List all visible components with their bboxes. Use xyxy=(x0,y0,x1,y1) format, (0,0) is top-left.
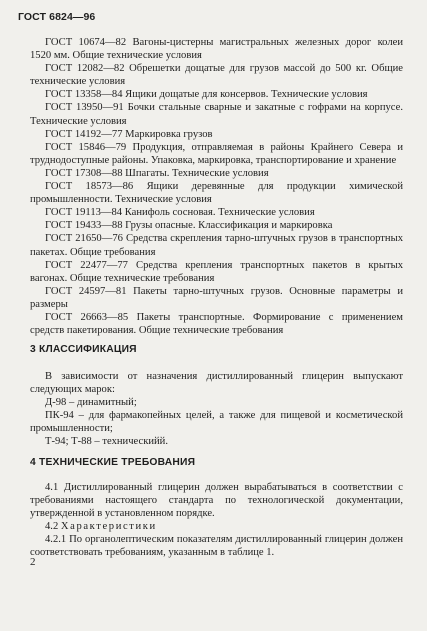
clause-4-2-1: 4.2.1 По органолептическим показателям дистиллированный глицерин должен соответствовать требованиям, указанным в таблице 1. xyxy=(30,534,403,559)
reference-item: ГОСТ 13950—91 Бочки стальные сварные и закатные с гофрами на корпусе. Технические условия xyxy=(30,102,403,127)
page-number: 2 xyxy=(30,556,36,568)
reference-item: ГОСТ 22477—77 Средства крепления транспортных пакетов в крытых вагонах. Общие технические требования xyxy=(30,259,403,284)
section-4-body xyxy=(30,481,403,560)
reference-item: ГОСТ 19433—88 Грузы опасные. Классификация и маркировка xyxy=(45,220,333,232)
grade-item: ПК-94 – для фармакопейных целей, а также для пищевой и косметической промышленности; xyxy=(30,410,403,435)
normative-references xyxy=(30,36,403,337)
clause-4-1: 4.1 Дистиллированный глицерин должен вырабатываться в соответствии с требованиями настоящего стандарта по технологической документации, утвержденной в установленном порядке. xyxy=(30,482,403,520)
grade-item: Т-94; Т-88 – техническийй. xyxy=(45,436,168,448)
section-3-intro: В зависимости от назначения дистиллированный глицерин выпускают следующих марок: xyxy=(30,371,403,396)
clause-4-2-number: 4.2 xyxy=(45,521,59,533)
section-3-heading: 3 КЛАССИФИКАЦИЯ xyxy=(30,344,137,355)
reference-item: ГОСТ 13358—84 Ящики дощатые для консервов. Технические условия xyxy=(45,89,368,101)
reference-item: ГОСТ 19113—84 Канифоль сосновая. Технические условия xyxy=(45,207,315,219)
grade-item: Д-98 – динамитный; xyxy=(45,397,137,409)
reference-item: ГОСТ 17308—88 Шпагаты. Технические условия xyxy=(45,167,269,179)
reference-item: ГОСТ 26663—85 Пакеты транспортные. Формирование с применением средств пакетирования. Общие технические требования xyxy=(30,311,403,337)
reference-item: ГОСТ 21650—76 Средства скрепления тарно-штучных грузов в транспортных пакетах. Общие требования xyxy=(30,233,403,258)
clause-4-2 xyxy=(30,520,403,533)
reference-item: ГОСТ 18573—86 Ящики деревянные для продукции химической промышленности. Технические условия xyxy=(30,181,403,206)
reference-item: ГОСТ 12082—82 Обрешетки дощатые для грузов массой до 500 кг. Общие технические условия xyxy=(30,63,403,88)
reference-item: ГОСТ 14192—77 Маркировка грузов xyxy=(45,128,213,140)
reference-item: ГОСТ 24597—81 Пакеты тарно-штучных грузов. Основные параметры и размеры xyxy=(30,285,403,310)
page-header: ГОСТ 6824—96 xyxy=(18,11,96,23)
section-3-body xyxy=(30,370,403,449)
clause-4-2-title: Характеристики xyxy=(60,521,157,533)
reference-item: ГОСТ 10674—82 Вагоны-цистерны магистральных железных дорог колеи 1520 мм. Общие технические условия xyxy=(30,37,403,62)
section-4-heading: 4 ТЕХНИЧЕСКИЕ ТРЕБОВАНИЯ xyxy=(30,457,196,468)
reference-item: ГОСТ 15846—79 Продукция, отправляемая в районы Крайнего Севера и труднодоступные районы. Упаковка, маркировка, транспортирование и хранение xyxy=(30,141,403,166)
